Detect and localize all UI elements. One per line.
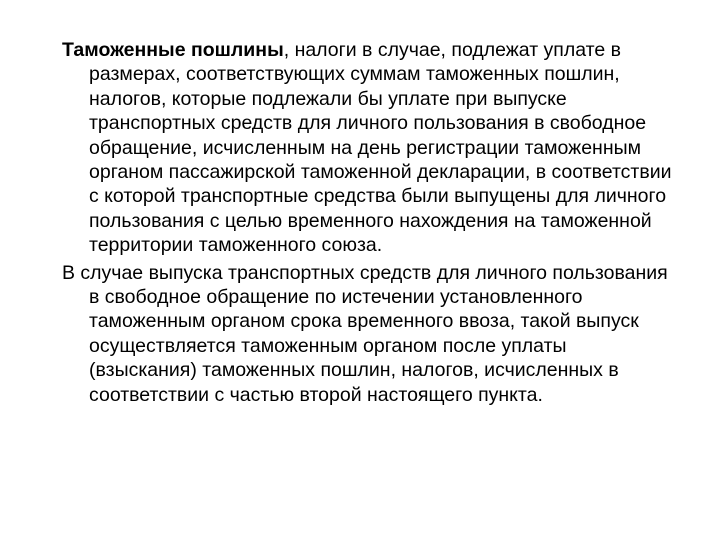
paragraph-release-case <box>62 261 672 407</box>
paragraph-text: , налоги в случае, подлежат уплате в размерах, соответствующих суммам таможенных пошлин, налогов, которые подлежали бы уплате при выпуске транспортных средств для личного пользования в свободное обращение, исчисленным на день регистрации таможенным органом пассажирской таможенной декларации, в соответствии с которой транспортные средства были выпущены для личного пользования с целью временного нахождения на таможенной территории таможенного союза. <box>89 39 672 257</box>
paragraph-text: В случае выпуска транспортных средств для личного пользования в свободное обращение по истечении установленного таможенным органом срока временного ввоза, такой выпуск осуществляется таможенным органом после уплаты (взыскания) таможенных пошлин, налогов, исчисленных в соответствии с частью второй настоящего пункта. <box>62 261 668 406</box>
paragraph-customs-duties <box>62 38 672 258</box>
slide-body <box>62 38 672 407</box>
paragraph-lead-term: Таможенные пошлины <box>62 39 284 61</box>
